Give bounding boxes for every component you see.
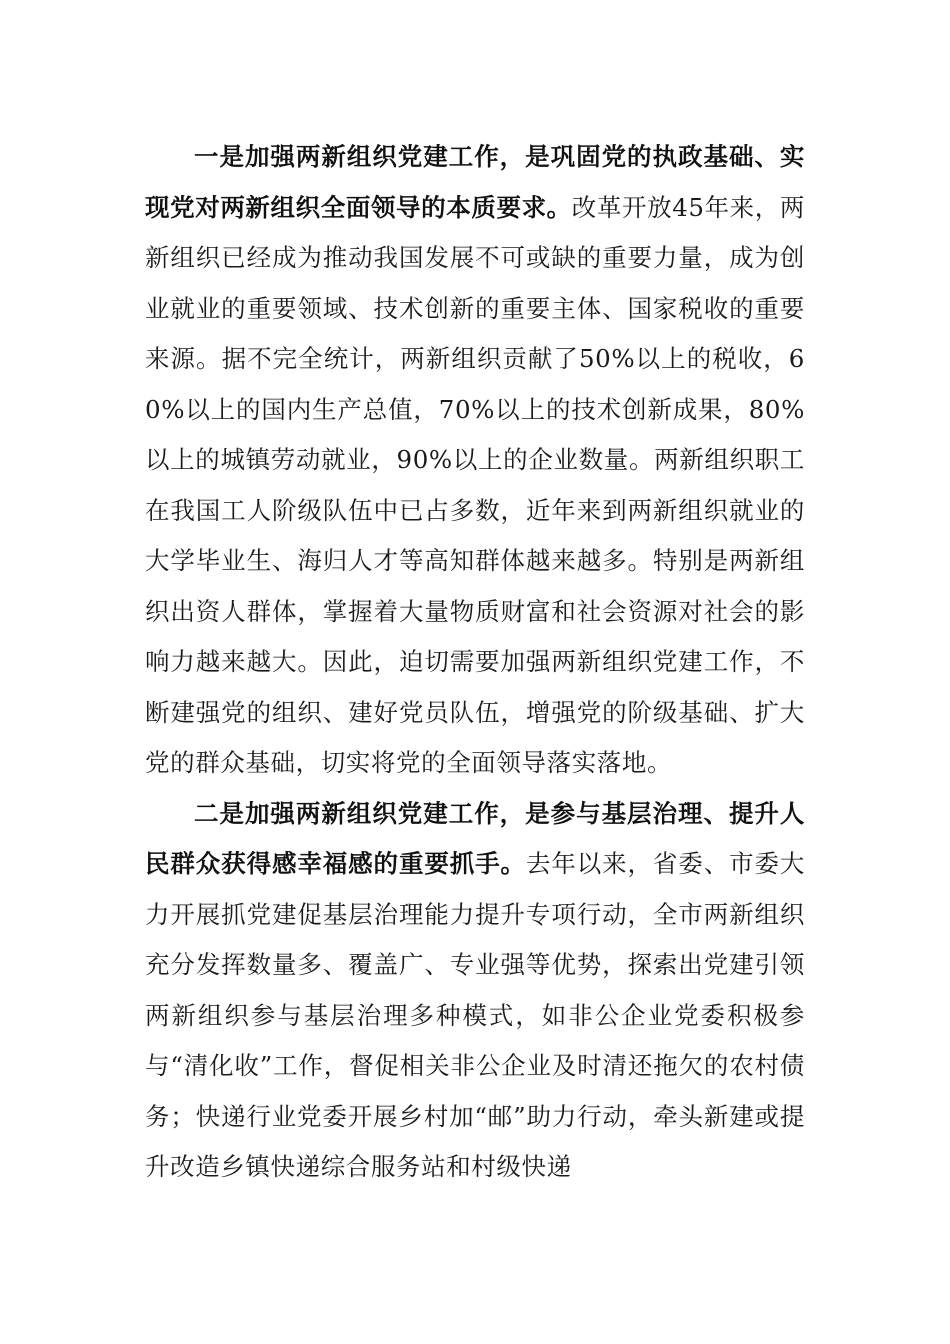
paragraph-1-lead: 一是加强两新组织党建工作，是巩固党的执政基础、实现党对两新组织全面领导的本质要求。 bbox=[145, 142, 805, 222]
paragraph-1-body: 改革开放45年来，两新组织已经成为推动我国发展不可或缺的重要力量，成为创业就业的重要领域、技术创新的重要主体、国家税收的重要来源。据不完全统计，两新组织贡献了50%以上的税收，60%以上的国内生产总值，70%以上的技术创新成果，80%以上的城镇劳动就业，90%以上的企业数量。两新组织职工在我国工人阶级队伍中已占多数，近年来到两新组织就业的大学毕业生、海归人才等高知群体越来越多。特别是两新组织出资人群体，掌握着大量物质财富和社会资源对社会的影响力越来越大。因此，迫切需要加强两新组织党建工作，不断建强党的组织、建好党员队伍，增强党的阶级基础、扩大党的群众基础，切实将党的全面领导落实落地。 bbox=[145, 192, 805, 777]
paragraph-2 bbox=[145, 789, 805, 1193]
document-body bbox=[145, 132, 805, 1193]
paragraph-2-lead: 二是加强两新组织党建工作，是参与基层治理、提升人民群众获得感幸福感的重要抓手。 bbox=[145, 798, 805, 878]
paragraph-2-body: 去年以来，省委、市委大力开展抓党建促基层治理能力提升专项行动，全市两新组织充分发挥数量多、覆盖广、专业强等优势，探索出党建引领两新组织参与基层治理多种模式，如非公企业党委积极参与“清化收”工作，督促相关非公企业及时清还拖欠的农村债务；快递行业党委开展乡村加“邮”助力行动，牵头新建或提升改造乡镇快递综合服务站和村级快递 bbox=[145, 849, 805, 1181]
paragraph-1 bbox=[145, 132, 805, 789]
